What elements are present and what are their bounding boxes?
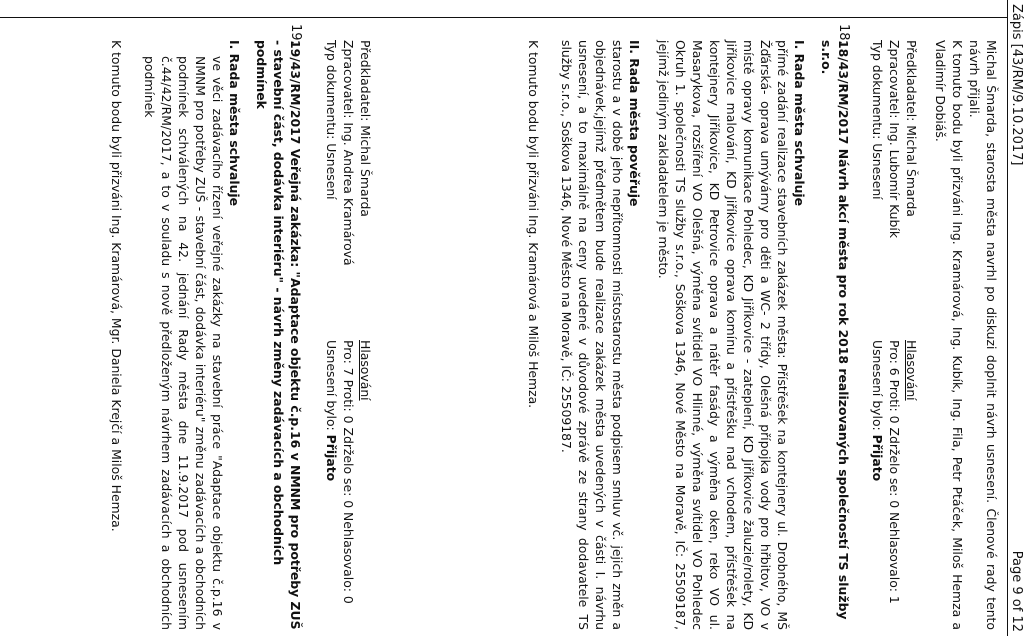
vote-block-2 (323, 40, 374, 630)
item-18 (525, 40, 852, 630)
voting-counts: Pro: 6 Proti: 0 Zdrželo se: 0 Nehlasovalo: 1 (887, 340, 902, 604)
voting-counts: Pro: 7 Proti: 0 Zdrželo se: 0 Nehlasovalo: 0 (341, 340, 356, 604)
item-18-invited: K tomuto bodu byli přizváni Ing. Kramárová a Miloš Hemza. (526, 40, 541, 409)
result-label: Usnesení bylo: (870, 340, 885, 431)
item-19-section-1-text: ve věci zadávacího řízení veřejné zakázky na stavební práce "Adaptace objektu č.p.16 v NMNM pro potřeby ZUŠ - stavební část, dodávka interiéru" změnu zadávacích a obchodních podmínek schválených na 42. jednání Rady města dne 11.9.2017 pod usnesením č.44/42/RM/2017, a to v souladu s nově předloženým návrhem zadávacích a obchodních podmínek (142, 56, 225, 630)
intro-block (932, 40, 1000, 630)
item-18-section-1-text: přímé zadání realizace stavebních zakázek města: Přístřešek na kontejnery ul. Drobného, MŠ Žďárská- oprava umývárny pro děti a WC- 2 třídy, Olešná přípojka vody pro hřbitov, VO v místě opravy komunikace Pohledec, KD Jiříkovice - zateplení, KD Jiříkovice žaluzie/rolety, KD Jiříkovice malování, KD Jiříkovice oprava komínu a přístřešku nad vchodem, přístřešek na kontejnery Jiříkovice, KD Petrovice oprava a nátěr fasády a výměna oken, reko VO ul. Masarykova, rozšíření VO Olešná, výměna svítidel VO Hlinné, výměna svítidel VO Pohledec Okruh 1. společnosti TS služby s.r.o., Soškova 1346, Nové Město na Moravě, IČ: 25509187, jejímž jediným zakladatelem je město. (656, 40, 790, 630)
document-type: Typ dokumentu: Usnesení (870, 40, 885, 200)
intro-paragraph-1: Michal Šmarda, starosta města navrhl po diskuzi doplnit návrh usnesení. Členové rady tento návrh přijali. (967, 40, 999, 630)
item-18-title: 18/43/RM/2017 Návrh akcí města pro rok 2018 realizovaných společností TS služby s.r.o. (819, 40, 851, 620)
item-number-19: 19. (288, 24, 303, 45)
zpracovatel: Zpracovatel: Ing. Lubomír Kubík (887, 40, 902, 239)
item-18-section-2-heading: II. Rada města pověřuje (627, 40, 642, 207)
item-18-section-1-heading: I. Rada města schvaluje (792, 40, 807, 207)
voting-heading: Hlasování (904, 340, 919, 401)
item-19-section-1-heading: I. Rada města schvaluje (227, 40, 242, 207)
zpracovatel: Zpracovatel: Ing. Andrea Kramárová (341, 40, 356, 266)
predkladatel: Předkladatel: Michal Šmarda (904, 40, 919, 217)
page-number: Page 9 of 12 (1009, 550, 1024, 632)
intro-paragraph-2: K tomuto bodu byli přizváni Ing. Kramárová, Ing. Kubík, Ing. Fila, Petr Ptáček, Miloš Hemza a Vladimír Dobiáš. (933, 40, 965, 630)
item-19-title: 19/43/RM/2017 Veřejná zakázka: "Adaptace objektu č.p.16 v NMNM pro potřeby ZUŠ - stavební část, dodávka interiéru" - návrh změny zadávacích a obchodních podmínek (254, 40, 303, 630)
voting-heading: Hlasování (358, 340, 373, 401)
vote-block-1 (869, 40, 920, 630)
predkladatel: Předkladatel: Michal Šmarda (358, 40, 373, 217)
header-title: Zápis [43/RM/9.10.2017] (1009, 4, 1024, 166)
result-value: Přijato (324, 434, 339, 482)
item-number-18: 18. (836, 24, 851, 45)
result-label: Usnesení bylo: (324, 340, 339, 431)
header-divider (1007, 0, 1008, 636)
margin-rule (0, 17, 1008, 18)
item-19-invited: K tomuto bodu byli přizváni Ing. Kramárová, Mgr. Daniela Krejčí a Miloš Hemza. (109, 40, 124, 532)
result-value: Přijato (870, 434, 885, 482)
item-18-section-2-text: starostu a v době jeho nepřítomnosti místostarostu města podpisem smluv vč. jejich změn a objednávek,jejímž předmětem bude realizace zakázek města uvedených v části I. návrhu usnesení, a to maximálně na ceny uvedené v důvodové zprávě ze strany dodavatele TS služby s.r.o., Soškova 1346, Nové Město na Moravě, IČ: 25509187. (559, 40, 625, 630)
document-type: Typ dokumentu: Usnesení (324, 40, 339, 200)
item-19 (108, 40, 304, 630)
